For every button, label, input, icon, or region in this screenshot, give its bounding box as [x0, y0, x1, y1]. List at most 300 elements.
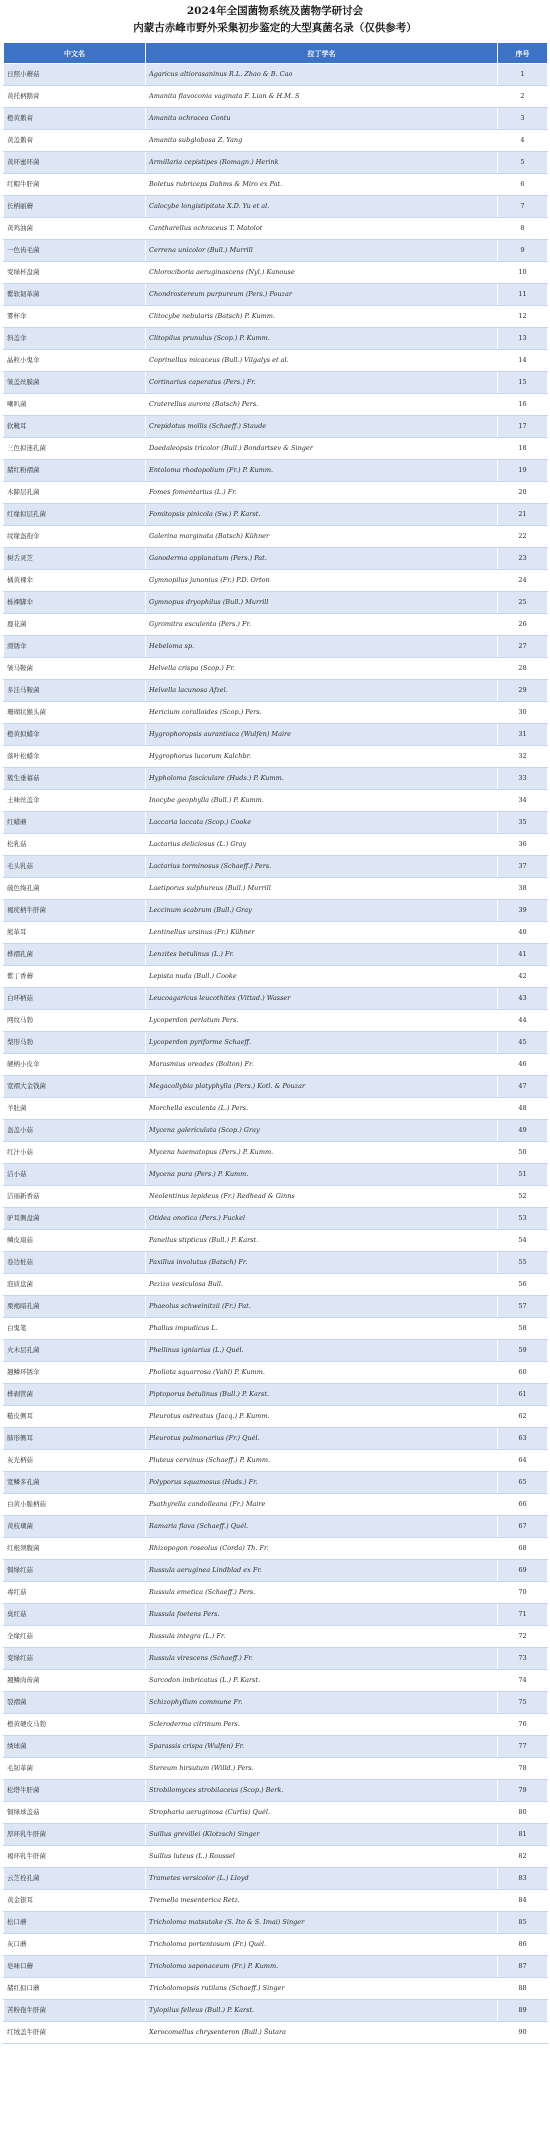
table-row [4, 1582, 548, 1604]
cell-chinese-name: 红缘拟层孔菌 [4, 504, 146, 526]
cell-number: 81 [498, 1824, 548, 1846]
table-row [4, 1318, 548, 1340]
cell-number: 20 [498, 482, 548, 504]
cell-number: 21 [498, 504, 548, 526]
cell-latin-name: Inocybe geophylla (Bull.) P. Kumm. [146, 790, 498, 812]
header-number: 序号 [498, 43, 548, 64]
cell-chinese-name: 日照小蘑菇 [4, 64, 146, 86]
table-row [4, 1538, 548, 1560]
cell-number: 84 [498, 1890, 548, 1912]
cell-latin-name: Lycoperdon pyriforme Schaeff. [146, 1032, 498, 1054]
table-row [4, 86, 548, 108]
cell-chinese-name: 羊肚菌 [4, 1098, 146, 1120]
table-row [4, 724, 548, 746]
cell-latin-name: Agaricus altiorasaninus R.L. Zhao & B. Cao [146, 64, 498, 86]
cell-latin-name: Lepista nuda (Bull.) Cooke [146, 966, 498, 988]
cell-latin-name: Morchella esculenta (L.) Pers. [146, 1098, 498, 1120]
cell-chinese-name: 黄托柄鹅膏 [4, 86, 146, 108]
cell-chinese-name: 苦粉孢牛肝菌 [4, 2000, 146, 2022]
cell-latin-name: Tricholomopsis rutilans (Schaeff.) Singer [146, 1978, 498, 2000]
cell-chinese-name: 赭红粉褶菌 [4, 460, 146, 482]
cell-number: 58 [498, 1318, 548, 1340]
table-row [4, 1560, 548, 1582]
cell-chinese-name: 云芝栓孔菌 [4, 1868, 146, 1890]
cell-number: 79 [498, 1780, 548, 1802]
cell-chinese-name: 厚环乳牛肝菌 [4, 1824, 146, 1846]
table-row [4, 1208, 548, 1230]
cell-chinese-name: 熊革耳 [4, 922, 146, 944]
table-row [4, 922, 548, 944]
cell-chinese-name: 紫丁香蘑 [4, 966, 146, 988]
cell-latin-name: Panellus stipticus (Bull.) P. Karst. [146, 1230, 498, 1252]
cell-number: 83 [498, 1868, 548, 1890]
cell-number: 1 [498, 64, 548, 86]
table-row [4, 1824, 548, 1846]
cell-number: 88 [498, 1978, 548, 2000]
cell-latin-name: Psathyrella candolleana (Fr.) Maire [146, 1494, 498, 1516]
table-row [4, 1780, 548, 1802]
cell-latin-name: Tricholoma saponaceum (Fr.) P. Kumm. [146, 1956, 498, 1978]
cell-latin-name: Daedaleopsis tricolor (Bull.) Bondartsev & Singer [146, 438, 498, 460]
cell-number: 12 [498, 306, 548, 328]
cell-chinese-name: 糙皮侧耳 [4, 1406, 146, 1428]
cell-latin-name: Cortinarius caperatus (Pers.) Fr. [146, 372, 498, 394]
cell-latin-name: Gymnopus dryophilus (Bull.) Murrill [146, 592, 498, 614]
table-row [4, 1230, 548, 1252]
cell-chinese-name: 鹿花菌 [4, 614, 146, 636]
table-row [4, 504, 548, 526]
cell-number: 33 [498, 768, 548, 790]
cell-chinese-name: 臭红菇 [4, 1604, 146, 1626]
cell-number: 82 [498, 1846, 548, 1868]
cell-number: 16 [498, 394, 548, 416]
cell-chinese-name: 红绒盖牛肝菌 [4, 2022, 146, 2044]
cell-chinese-name: 翘鳞肉齿菌 [4, 1670, 146, 1692]
cell-chinese-name: 栗褐暗孔菌 [4, 1296, 146, 1318]
cell-latin-name: Paxillus involutus (Batsch) Fr. [146, 1252, 498, 1274]
cell-number: 25 [498, 592, 548, 614]
cell-latin-name: Stereum hirsutum (Willd.) Pers. [146, 1758, 498, 1780]
cell-latin-name: Scleroderma citrinum Pers. [146, 1714, 498, 1736]
cell-chinese-name: 红蜡蘑 [4, 812, 146, 834]
cell-latin-name: Sarcodon imbricatus (L.) P. Karst. [146, 1670, 498, 1692]
cell-number: 68 [498, 1538, 548, 1560]
table-row [4, 152, 548, 174]
cell-number: 39 [498, 900, 548, 922]
cell-number: 43 [498, 988, 548, 1010]
cell-chinese-name: 紫软韧革菌 [4, 284, 146, 306]
cell-latin-name: Rhizopogon roseolus (Corda) Th. Fr. [146, 1538, 498, 1560]
cell-number: 6 [498, 174, 548, 196]
cell-chinese-name: 硬柄小皮伞 [4, 1054, 146, 1076]
cell-latin-name: Phellinus igniarius (L.) Quél. [146, 1340, 498, 1362]
cell-chinese-name: 白环柄菇 [4, 988, 146, 1010]
cell-latin-name: Laetiporus sulphureus (Bull.) Murrill [146, 878, 498, 900]
table-row [4, 1626, 548, 1648]
table-row [4, 2000, 548, 2022]
table-row [4, 108, 548, 130]
table-row [4, 1076, 548, 1098]
title-line-2: 内蒙古赤峰市野外采集初步鉴定的大型真菌名录（仅供参考） [133, 22, 417, 34]
table-row [4, 372, 548, 394]
cell-chinese-name: 卷边桩菇 [4, 1252, 146, 1274]
cell-chinese-name: 红根须腹菌 [4, 1538, 146, 1560]
cell-chinese-name: 栎裸脚伞 [4, 592, 146, 614]
table-row [4, 702, 548, 724]
cell-latin-name: Hygrophoropsis aurantiaca (Wulfen) Maire [146, 724, 498, 746]
cell-latin-name: Pleurotus pulmonarius (Fr.) Quél. [146, 1428, 498, 1450]
cell-chinese-name: 白黄小脆柄菇 [4, 1494, 146, 1516]
table-row [4, 1010, 548, 1032]
table-row [4, 1692, 548, 1714]
table-row [4, 658, 548, 680]
cell-number: 42 [498, 966, 548, 988]
cell-latin-name: Gymnopilus junonius (Fr.) P.D. Orton [146, 570, 498, 592]
cell-number: 57 [498, 1296, 548, 1318]
cell-latin-name: Craterellus aurora (Batsch) Pers. [146, 394, 498, 416]
cell-latin-name: Russula integra (L.) Fr. [146, 1626, 498, 1648]
table-row [4, 834, 548, 856]
cell-latin-name: Piptoporus betulinus (Bull.) P. Karst. [146, 1384, 498, 1406]
table-row [4, 1516, 548, 1538]
cell-latin-name: Suillus grevillei (Klotzsch) Singer [146, 1824, 498, 1846]
cell-latin-name: Suillus luteus (L.) Roussel [146, 1846, 498, 1868]
cell-latin-name: Russula aeruginea Lindblad ex Fr. [146, 1560, 498, 1582]
cell-latin-name: Amanita subglobosa Z. Yang [146, 130, 498, 152]
cell-number: 34 [498, 790, 548, 812]
table-row [4, 1340, 548, 1362]
table-row [4, 218, 548, 240]
cell-number: 52 [498, 1186, 548, 1208]
cell-latin-name: Hygrophorus lucorum Kalchbr. [146, 746, 498, 768]
cell-latin-name: Trametes versicolor (L.) Lloyd [146, 1868, 498, 1890]
cell-latin-name: Neolentinus lepideus (Fr.) Redhead & Ginns [146, 1186, 498, 1208]
table-row [4, 1890, 548, 1912]
cell-latin-name: Ganoderma applanatum (Pers.) Pat. [146, 548, 498, 570]
cell-chinese-name: 红帽牛肝菌 [4, 174, 146, 196]
cell-number: 78 [498, 1758, 548, 1780]
table-row [4, 284, 548, 306]
table-row [4, 1670, 548, 1692]
cell-chinese-name: 灰口蘑 [4, 1934, 146, 1956]
table-row [4, 1098, 548, 1120]
cell-latin-name: Peziza vesiculosa Bull. [146, 1274, 498, 1296]
cell-latin-name: Ramaria flava (Schaeff.) Quél. [146, 1516, 498, 1538]
cell-number: 8 [498, 218, 548, 240]
table-row [4, 1384, 548, 1406]
table-row [4, 1032, 548, 1054]
cell-latin-name: Lycoperdon perlatum Pers. [146, 1010, 498, 1032]
cell-latin-name: Phaeolus schweinitzii (Fr.) Pat. [146, 1296, 498, 1318]
table-row [4, 944, 548, 966]
cell-chinese-name: 黄枝瑚菌 [4, 1516, 146, 1538]
cell-number: 37 [498, 856, 548, 878]
cell-number: 23 [498, 548, 548, 570]
cell-chinese-name: 宽褶大金钱菌 [4, 1076, 146, 1098]
table-row [4, 1274, 548, 1296]
table-row [4, 570, 548, 592]
cell-chinese-name: 盔盖小菇 [4, 1120, 146, 1142]
table-row [4, 526, 548, 548]
table-row [4, 1714, 548, 1736]
cell-chinese-name: 雾杯伞 [4, 306, 146, 328]
cell-chinese-name: 橘黄裸伞 [4, 570, 146, 592]
cell-latin-name: Leucoagaricus leucothites (Vittad.) Wasser [146, 988, 498, 1010]
cell-latin-name: Russula foetens Pers. [146, 1604, 498, 1626]
cell-latin-name: Tylopilus felleus (Bull.) P. Karst. [146, 2000, 498, 2022]
cell-latin-name: Coprinellus micaceus (Bull.) Vilgalys et al. [146, 350, 498, 372]
cell-chinese-name: 黄鸡油菌 [4, 218, 146, 240]
cell-number: 74 [498, 1670, 548, 1692]
cell-chinese-name: 多洼马鞍菌 [4, 680, 146, 702]
cell-latin-name: Helvella lacunosa Afzel. [146, 680, 498, 702]
table-row [4, 1758, 548, 1780]
table-row [4, 1120, 548, 1142]
cell-number: 67 [498, 1516, 548, 1538]
cell-chinese-name: 翘鳞环锈伞 [4, 1362, 146, 1384]
cell-chinese-name: 橙黄拟蜡伞 [4, 724, 146, 746]
cell-number: 35 [498, 812, 548, 834]
cell-latin-name: Fomitopsis pinicola (Sw.) P. Karst. [146, 504, 498, 526]
table-row [4, 746, 548, 768]
cell-number: 65 [498, 1472, 548, 1494]
cell-chinese-name: 长柄丽蘑 [4, 196, 146, 218]
cell-number: 40 [498, 922, 548, 944]
cell-chinese-name: 灰光柄菇 [4, 1450, 146, 1472]
cell-chinese-name: 驴耳侧盘菌 [4, 1208, 146, 1230]
cell-latin-name: Entoloma rhodopolium (Fr.) P. Kumm. [146, 460, 498, 482]
table-row [4, 988, 548, 1010]
cell-latin-name: Russula virescens (Schaeff.) Fr. [146, 1648, 498, 1670]
table-row [4, 306, 548, 328]
cell-latin-name: Crepidotus mollis (Schaeff.) Staude [146, 416, 498, 438]
cell-number: 2 [498, 86, 548, 108]
cell-chinese-name: 珊瑚状猴头菌 [4, 702, 146, 724]
table-row [4, 416, 548, 438]
table-row [4, 1472, 548, 1494]
document-title [0, 0, 550, 40]
cell-latin-name: Mycena galericulata (Scop.) Gray [146, 1120, 498, 1142]
cell-number: 75 [498, 1692, 548, 1714]
table-row [4, 1978, 548, 2000]
table-row [4, 196, 548, 218]
cell-number: 17 [498, 416, 548, 438]
cell-chinese-name: 赭红拟口蘑 [4, 1978, 146, 2000]
cell-latin-name: Fomes fomentarius (L.) Fr. [146, 482, 498, 504]
table-row [4, 1406, 548, 1428]
cell-latin-name: Tricholoma portentosum (Fr.) Quél. [146, 1934, 498, 1956]
cell-latin-name: Clitopilus prunulus (Scop.) P. Kumm. [146, 328, 498, 350]
cell-chinese-name: 软靴耳 [4, 416, 146, 438]
cell-chinese-name: 土味丝盖伞 [4, 790, 146, 812]
cell-number: 28 [498, 658, 548, 680]
cell-latin-name: Tricholoma matsutake (S. Ito & S. Imai) Singer [146, 1912, 498, 1934]
cell-chinese-name: 喇叭菌 [4, 394, 146, 416]
cell-number: 41 [498, 944, 548, 966]
cell-chinese-name: 宽鳞多孔菌 [4, 1472, 146, 1494]
cell-chinese-name: 黄金银耳 [4, 1890, 146, 1912]
cell-number: 85 [498, 1912, 548, 1934]
cell-number: 27 [498, 636, 548, 658]
cell-number: 63 [498, 1428, 548, 1450]
cell-latin-name: Russula emetica (Schaeff.) Pers. [146, 1582, 498, 1604]
cell-chinese-name: 桦剥管菌 [4, 1384, 146, 1406]
table-row [4, 812, 548, 834]
cell-number: 59 [498, 1340, 548, 1362]
cell-latin-name: Pluteus cervinus (Schaeff.) P. Kumm. [146, 1450, 498, 1472]
cell-chinese-name: 网纹马勃 [4, 1010, 146, 1032]
cell-chinese-name: 洁丽新香菇 [4, 1186, 146, 1208]
cell-latin-name: Hypholoma fasciculare (Huds.) P. Kumm. [146, 768, 498, 790]
cell-chinese-name: 皱盖丝膜菌 [4, 372, 146, 394]
cell-latin-name: Leccinum scabrum (Bull.) Gray [146, 900, 498, 922]
table-row [4, 1736, 548, 1758]
cell-chinese-name: 火木层孔菌 [4, 1340, 146, 1362]
cell-latin-name: Cantharellus ochraceus T. Matolot [146, 218, 498, 240]
cell-latin-name: Hebeloma sp. [146, 636, 498, 658]
cell-latin-name: Mycena haematopus (Pers.) P. Kumm. [146, 1142, 498, 1164]
table-row [4, 328, 548, 350]
header-latin-name: 拉丁学名 [146, 43, 498, 64]
cell-number: 44 [498, 1010, 548, 1032]
cell-number: 7 [498, 196, 548, 218]
cell-latin-name: Lenzites betulinus (L.) Fr. [146, 944, 498, 966]
cell-number: 38 [498, 878, 548, 900]
cell-chinese-name: 滑锈伞 [4, 636, 146, 658]
table-row [4, 1868, 548, 1890]
species-table [3, 42, 548, 2044]
cell-chinese-name: 皱马鞍菌 [4, 658, 146, 680]
cell-latin-name: Calocybe longistipitata X.D. Yu et al. [146, 196, 498, 218]
cell-chinese-name: 变绿红菇 [4, 1648, 146, 1670]
cell-number: 26 [498, 614, 548, 636]
cell-number: 14 [498, 350, 548, 372]
cell-chinese-name: 毛韧革菌 [4, 1758, 146, 1780]
cell-number: 66 [498, 1494, 548, 1516]
table-row [4, 768, 548, 790]
cell-latin-name: Pleurotus ostreatus (Jacq.) P. Kumm. [146, 1406, 498, 1428]
cell-number: 51 [498, 1164, 548, 1186]
cell-number: 62 [498, 1406, 548, 1428]
table-row [4, 1164, 548, 1186]
cell-chinese-name: 松口蘑 [4, 1912, 146, 1934]
cell-number: 9 [498, 240, 548, 262]
table-row [4, 900, 548, 922]
cell-chinese-name: 铜绿红菇 [4, 1560, 146, 1582]
cell-latin-name: Helvella crispa (Scop.) Fr. [146, 658, 498, 680]
table-row [4, 174, 548, 196]
cell-chinese-name: 梨形马勃 [4, 1032, 146, 1054]
table-row [4, 680, 548, 702]
cell-latin-name: Stropharia aeruginosa (Curtis) Quél. [146, 1802, 498, 1824]
cell-number: 55 [498, 1252, 548, 1274]
cell-number: 69 [498, 1560, 548, 1582]
table-row [4, 1362, 548, 1384]
cell-latin-name: Laccaria laccata (Scop.) Cooke [146, 812, 498, 834]
table-row [4, 1912, 548, 1934]
cell-latin-name: Lactarius torminosus (Schaeff.) Pers. [146, 856, 498, 878]
table-row [4, 790, 548, 812]
cell-number: 15 [498, 372, 548, 394]
cell-number: 45 [498, 1032, 548, 1054]
table-row [4, 592, 548, 614]
cell-latin-name: Strobilomyces strobilaceus (Scop.) Berk. [146, 1780, 498, 1802]
cell-latin-name: Lactarius deliciosus (L.) Gray [146, 834, 498, 856]
cell-chinese-name: 肺形侧耳 [4, 1428, 146, 1450]
table-body [4, 64, 548, 2044]
cell-chinese-name: 洁小菇 [4, 1164, 146, 1186]
header-chinese-name: 中文名 [4, 43, 146, 64]
cell-latin-name: Phallus impudicus L. [146, 1318, 498, 1340]
cell-number: 46 [498, 1054, 548, 1076]
cell-number: 3 [498, 108, 548, 130]
cell-latin-name: Tremella mesenterica Retz. [146, 1890, 498, 1912]
cell-number: 89 [498, 2000, 548, 2022]
cell-chinese-name: 木蹄层孔菌 [4, 482, 146, 504]
cell-chinese-name: 黄盖鹅膏 [4, 130, 146, 152]
cell-latin-name: Hericium coralloides (Scop.) Pers. [146, 702, 498, 724]
cell-number: 72 [498, 1626, 548, 1648]
cell-chinese-name: 硫色绚孔菌 [4, 878, 146, 900]
table-row [4, 1846, 548, 1868]
table-row [4, 966, 548, 988]
cell-latin-name: Amanita ochracea Contu [146, 108, 498, 130]
cell-chinese-name: 白鬼笔 [4, 1318, 146, 1340]
cell-chinese-name: 斜盖伞 [4, 328, 146, 350]
table-row [4, 1604, 548, 1626]
cell-chinese-name: 三色拟迷孔菌 [4, 438, 146, 460]
cell-latin-name: Amanita flavoconia vaginata F. Lian & H.M. S [146, 86, 498, 108]
cell-latin-name: Sparassis crispa (Wulfen) Fr. [146, 1736, 498, 1758]
cell-chinese-name: 泡质盘菌 [4, 1274, 146, 1296]
cell-number: 71 [498, 1604, 548, 1626]
cell-latin-name: Lentinellus ursinus (Fr.) Kühner [146, 922, 498, 944]
table-row [4, 240, 548, 262]
table-row [4, 1186, 548, 1208]
cell-chinese-name: 褐环乳牛肝菌 [4, 1846, 146, 1868]
cell-number: 76 [498, 1714, 548, 1736]
cell-number: 22 [498, 526, 548, 548]
cell-latin-name: Armillaria cepistipes (Romagn.) Herink [146, 152, 498, 174]
cell-latin-name: Polyporus squamosus (Huds.) Fr. [146, 1472, 498, 1494]
cell-number: 60 [498, 1362, 548, 1384]
cell-number: 29 [498, 680, 548, 702]
cell-number: 77 [498, 1736, 548, 1758]
cell-chinese-name: 鳞皮扇菇 [4, 1230, 146, 1252]
cell-number: 80 [498, 1802, 548, 1824]
cell-number: 13 [498, 328, 548, 350]
cell-chinese-name: 皂味口蘑 [4, 1956, 146, 1978]
cell-latin-name: Gyromitra esculenta (Pers.) Fr. [146, 614, 498, 636]
cell-latin-name: Xerocomellus chrysenteron (Bull.) Šutara [146, 2022, 498, 2044]
cell-number: 53 [498, 1208, 548, 1230]
table-row [4, 1494, 548, 1516]
table-row [4, 1142, 548, 1164]
cell-latin-name: Schizophyllum commune Fr. [146, 1692, 498, 1714]
cell-chinese-name: 黄环蜜环菌 [4, 152, 146, 174]
cell-number: 50 [498, 1142, 548, 1164]
table-header-row [4, 43, 548, 64]
cell-chinese-name: 落叶松蜡伞 [4, 746, 146, 768]
cell-chinese-name: 松乳菇 [4, 834, 146, 856]
cell-number: 18 [498, 438, 548, 460]
cell-number: 56 [498, 1274, 548, 1296]
cell-number: 47 [498, 1076, 548, 1098]
cell-latin-name: Galerina marginata (Batsch) Kühner [146, 526, 498, 548]
cell-number: 87 [498, 1956, 548, 1978]
cell-number: 30 [498, 702, 548, 724]
cell-number: 86 [498, 1934, 548, 1956]
